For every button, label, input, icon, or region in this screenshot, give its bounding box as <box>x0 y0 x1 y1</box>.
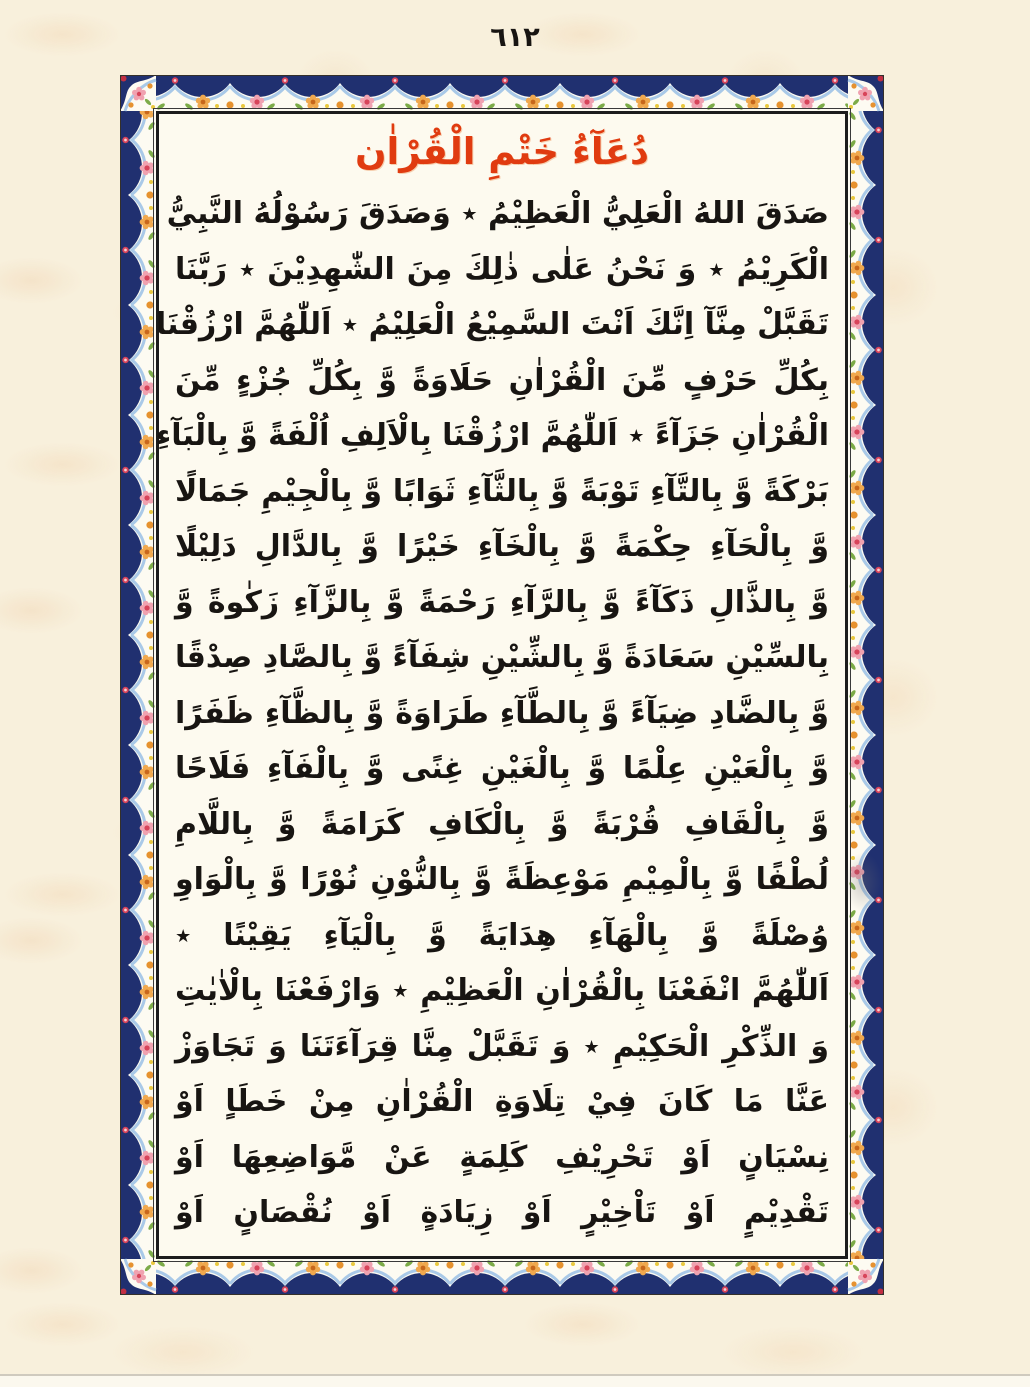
dua-line: وَّ بِالْقَافِ قُرْبَةً وَّ بِالْكَافِ كَرَامَةً وَّ بِاللَّامِ <box>175 806 829 842</box>
dua-line: لُطْفًا وَّ بِالْمِيْمِ مَوْعِظَةً وَّ بِالنُّوْنِ نُوْرًا وَّ بِالْوَاوِ <box>175 862 829 897</box>
dua-line: اَللّٰهُمَّ انْفَعْنَا بِالْقُرْاٰنِ الْعَظِيْمِ ٭ وَارْفَعْنَا بِالْاٰيٰتِ <box>175 973 829 1008</box>
dua-line: بِالسِّيْنِ سَعَادَةً وَّ بِالشِّيْنِ شِفَآءً وَّ بِالصَّادِ صِدْقًا <box>175 640 829 675</box>
dua-line: عَنَّا مَا كَانَ فِيْ تِلَاوَةِ الْقُرْاٰنِ مِنْ خَطَاٍ اَوْ <box>175 1084 829 1119</box>
dua-line: وَّ بِالضَّادِ ضِيَآءً وَّ بِالطَّآءِ طَرَاوَةً وَّ بِالظَّآءِ ظَفَرًا <box>175 695 829 731</box>
page-number: ٦١٢ <box>490 22 540 53</box>
dua-line: بَرْكَةً وَّ بِالتَّآءِ تَوْبَةً وَّ بِالثَّآءِ ثَوَابًا وَّ بِالْجِيْمِ جَمَالًا <box>175 473 829 509</box>
dua-line: تَقْدِيْمٍ اَوْ تَاْخِيْرٍ اَوْ زِيَادَةٍ اَوْ نُقْصَانٍ اَوْ <box>175 1195 829 1230</box>
dua-line: تَقَبَّلْ مِنَّآ اِنَّكَ اَنْتَ السَّمِيْعُ الْعَلِيْمُ ٭ اَللّٰهُمَّ ارْزُقْنَا <box>155 307 829 342</box>
dua-line: بِكُلِّ حَرْفٍ مِّنَ الْقُرْاٰنِ حَلَاوَةً وَّ بِكُلِّ جُزْءٍ مِّنَ <box>175 362 829 398</box>
dua-line: وَّ بِالذَّالِ ذَكَآءً وَّ بِالرَّآءِ رَحْمَةً وَّ بِالزَّآءِ زَكٰوةً وَّ <box>175 584 829 620</box>
dua-line: صَدَقَ اللهُ الْعَلِيُّ الْعَظِيْمُ ٭ وَصَدَقَ رَسُوْلُهُ النَّبِيُّ <box>166 196 829 231</box>
dua-title: دُعَآءُ خَتْمِ الْقُرْاٰن <box>354 130 650 173</box>
dua-line: وَّ بِالْعَيْنِ عِلْمًا وَّ بِالْغَيْنِ غِنًى وَّ بِالْفَآءِ فَلَاحًا <box>175 751 829 786</box>
dua-line: الْكَرِيْمُ ٭ وَ نَحْنُ عَلٰى ذٰلِكَ مِنَ الشّٰهِدِيْنَ ٭ رَبَّنَا <box>175 251 829 287</box>
scan-smudge <box>843 851 883 913</box>
dua-line: نِسْيَانٍ اَوْ تَحْرِيْفِ كَلِمَةٍ عَنْ مَّوَاضِعِهَا اَوْ <box>175 1139 829 1175</box>
scan-edge-margin <box>0 1376 1030 1387</box>
dua-line: وَ الذِّكْرِ الْحَكِيْمِ ٭ وَ تَقَبَّلْ مِنَّا قِرَآءَتَنَا وَ تَجَاوَزْ <box>175 1028 829 1064</box>
dua-line: الْقُرْاٰنِ جَزَآءً ٭ اَللّٰهُمَّ ارْزُقْنَا بِالْاَلِفِ اُلْفَةً وَّ بِالْبَآءِ <box>155 418 829 453</box>
text-panel <box>156 111 848 1259</box>
dua-line: وُصْلَةً وَّ بِالْهَآءِ هِدَايَةً وَّ بِالْيَآءِ يَقِيْنًا ٭ <box>175 917 829 953</box>
dua-line: وَّ بِالْحَآءِ حِكْمَةً وَّ بِالْخَآءِ خَيْرًا وَّ بِالدَّالِ دَلِيْلًا <box>175 529 829 564</box>
